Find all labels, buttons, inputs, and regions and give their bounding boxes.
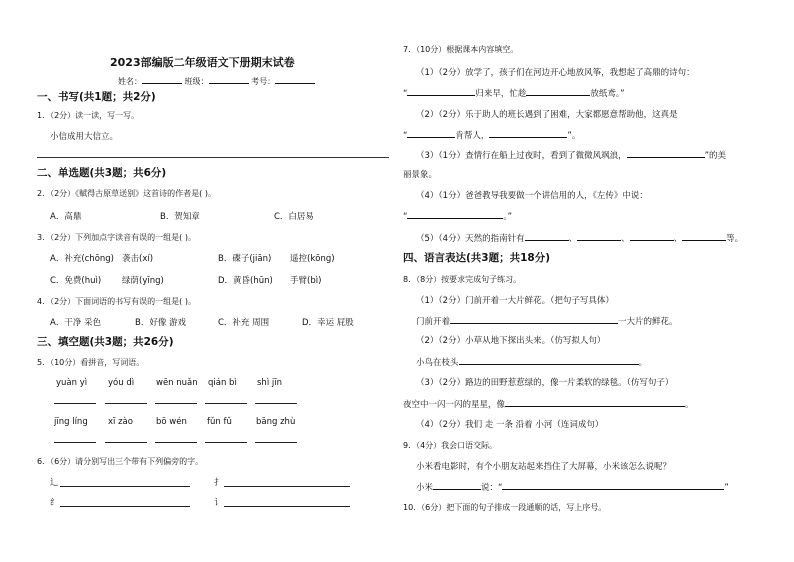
question-1: 1．（2分）读一读，写一写。 [37,111,140,120]
q4-option-b[interactable]: B．好像 游戏 [135,318,187,328]
q3-option-a2: 袭击(xí) [122,254,154,264]
sentence-start: 小鸟在枝头 [416,358,459,368]
answer-blank[interactable] [407,128,455,138]
q3-option-b1[interactable]: B．碟子(jiān) [218,254,272,264]
class-label: 班级： [184,77,209,86]
q3-option-c1[interactable]: C．免费(huì) [50,276,102,286]
question-8: 8．（8分）按要求完成句子练习。 [403,275,522,284]
answer-blank[interactable] [105,403,147,404]
q8-part-3-answer [403,397,694,410]
section-4-heading: 四、语言表达(共3题；共18分) [403,252,551,264]
radical: 辶 [50,478,59,488]
quote-open: “ [403,131,408,141]
speaker-name: 小米 [416,483,434,493]
q7-part-2: （2）（2分）乐于助人的班长遇到了困难，大家都愿意帮助他，这真是 [416,110,678,120]
q7-part-2-answer [403,128,580,141]
quote-close: ” [724,483,729,493]
pinyin: fǔn fǔ [207,417,232,427]
radical: 纟 [50,498,59,508]
question-7: 7．（10分）根据课本内容填空。 [403,45,519,54]
q7-part-5-end: 等。 [726,234,744,244]
quote-open: “ [403,89,408,99]
separator: 、 [621,234,630,244]
q8-part-1: （1）（2分）门前开着一大片鲜花。（把句子写具体） [416,296,614,306]
pinyin: bō wén [156,417,187,427]
q4-option-d[interactable]: D．幸运 屁股 [302,318,354,328]
exam-no-label: 考号： [251,77,276,86]
q9-text: 小米看电影时，有个小朋友站起来挡住了大屏幕，小米该怎么说呢？ [416,462,672,472]
section-3-heading: 三、填空题(共3题；共26分) [37,336,174,348]
q3-option-c2: 绿荫(yīng) [122,276,164,286]
answer-blank[interactable] [205,403,247,404]
proverb-fragment: 肯帮人， [455,131,490,141]
answer-blank[interactable] [450,314,618,324]
q7-part-3 [416,148,726,161]
q4-option-a[interactable]: A．干净 采色 [50,318,102,328]
answer-blank[interactable] [433,480,481,490]
answer-blank[interactable] [255,403,297,404]
radical: 扌 [214,478,223,488]
answer-blank[interactable] [407,209,503,219]
answer-blank[interactable] [54,403,96,404]
sentence-end: 一大片的鲜花。 [618,317,678,327]
q8-part-3: （3）（2分）路边的田野惹惹绿的，像一片柔软的绿毯。（仿写句子） [416,378,674,388]
answer-blank[interactable] [627,148,705,158]
page-title: 2023部编版二年级语文下册期末试卷 [110,56,295,69]
answer-blank[interactable] [60,506,190,507]
answer-blank[interactable] [105,442,147,443]
q8-part-2-answer [416,355,647,368]
answer-blank[interactable] [526,86,590,96]
quote-close: 。” [503,212,513,222]
pinyin: xī zào [108,417,133,427]
q7-part-1-answer [403,86,625,99]
answer-blank[interactable] [682,231,726,241]
answer-blank[interactable] [155,403,197,404]
name-label: 姓名： [118,77,142,86]
answer-blank[interactable] [407,86,475,96]
pinyin: bāng zhù [256,417,296,427]
pinyin: yóu dì [108,378,135,388]
q3-option-d2: 手臂(bì) [290,276,322,286]
q2-option-b[interactable]: B．贺知章 [160,212,200,222]
q2-option-c[interactable]: C．白居易 [274,212,314,222]
exam-no-blank[interactable] [275,74,315,84]
sentence-end: 。 [685,400,694,410]
question-9: 9．（4分）我会口语交际。 [403,441,498,450]
writing-line[interactable] [37,157,389,158]
answer-blank[interactable] [255,442,297,443]
answer-blank[interactable] [60,486,190,487]
q7-part-5-text: （5）（4分）天然的指南针有 [416,234,525,244]
question-3: 3．（2分）下列加点字读音有误的一组是( )。 [37,233,196,242]
answer-blank[interactable] [577,231,621,241]
q9-answer [416,480,729,493]
pinyin: shì jīn [257,378,282,388]
question-5: 5．（10分）看拼音，写词语。 [37,358,145,367]
q4-option-c[interactable]: C．补充 周围 [218,318,270,328]
q8-part-1-answer [416,314,678,327]
q7-part-3-cont: 丽景象。 [403,170,438,180]
question-1-text: 小信成用大信立。 [50,132,119,142]
question-2: 2．（2分）《赋得古原草送别》这首诗的作者是( )。 [37,189,216,198]
q7-part-4-answer [403,209,512,222]
q7-part-5 [416,231,743,244]
answer-blank[interactable] [205,442,247,443]
q2-option-a[interactable]: A．高鼎 [50,212,82,222]
sentence-start: 门前开着 [416,317,451,327]
radical: 讠 [214,498,223,508]
class-blank[interactable] [209,74,249,84]
answer-blank[interactable] [459,355,639,365]
student-info [118,74,315,87]
question-4: 4．（2分）下面词语的书写有误的一组是( )。 [37,297,196,306]
separator: 、 [568,234,578,244]
pinyin: wēn nuǎn [156,378,198,388]
answer-blank[interactable] [224,506,350,507]
says-label: 说：“ [481,483,503,493]
q3-option-a1[interactable]: A．补充(chōng) [50,254,114,264]
q7-part-4: （4）（1分）爸爸教导我要做一个讲信用的人，《左传》中说： [416,191,648,201]
q7-part-1: （1）（2分）放学了，孩子们在河边开心地放风筝，我想起了高鼎的诗句： [416,68,695,78]
answer-blank[interactable] [630,231,674,241]
pinyin: qián bì [208,378,237,388]
answer-blank[interactable] [525,231,569,241]
sentence-end: 。 [638,358,648,368]
pinyin: yuàn yì [56,378,88,388]
q7-part-3-end: ”的美 [704,151,726,161]
quote-close: ”。 [567,131,581,141]
answer-blank[interactable] [489,128,567,138]
answer-blank[interactable] [502,480,724,490]
question-10: 10．（6分）把下面的句子排成一段通顺的话，写上序号。 [403,503,607,512]
name-blank[interactable] [142,74,182,84]
pinyin: jīng líng [54,417,88,427]
q7-part-3-text: （3）（1分）查情行在船上过夜时，看到了微微风飒浪， [416,151,627,161]
section-1-heading: 一、书写(共1题；共2分) [37,91,156,103]
answer-blank[interactable] [155,442,197,443]
separator: 、 [673,234,683,244]
answer-blank[interactable] [224,486,350,487]
section-2-heading: 二、单选题(共3题；共6分) [37,167,167,179]
sentence-start: 夜空中一闪一闪的星星，像 [403,400,506,410]
poem-fragment-end: 放纸鸢。” [590,89,625,99]
poem-fragment: 归来早，忙趁 [475,89,527,99]
q3-option-d1[interactable]: D．黄昏(hūn) [218,276,273,286]
question-6: 6．（6分）请分别写出三个带有下列偏旁的字。 [37,457,204,466]
q8-part-4: （4）（2分）我们 走 一条 沿着 小河（连词成句） [416,420,604,430]
q8-part-2: （2）（2分）小草从地下探出头来。（仿写拟人句） [416,336,606,346]
answer-blank[interactable] [505,397,685,407]
answer-blank[interactable] [54,442,96,443]
q3-option-b2: 遥控(kōng) [290,254,335,264]
quote-open: “ [403,212,408,222]
